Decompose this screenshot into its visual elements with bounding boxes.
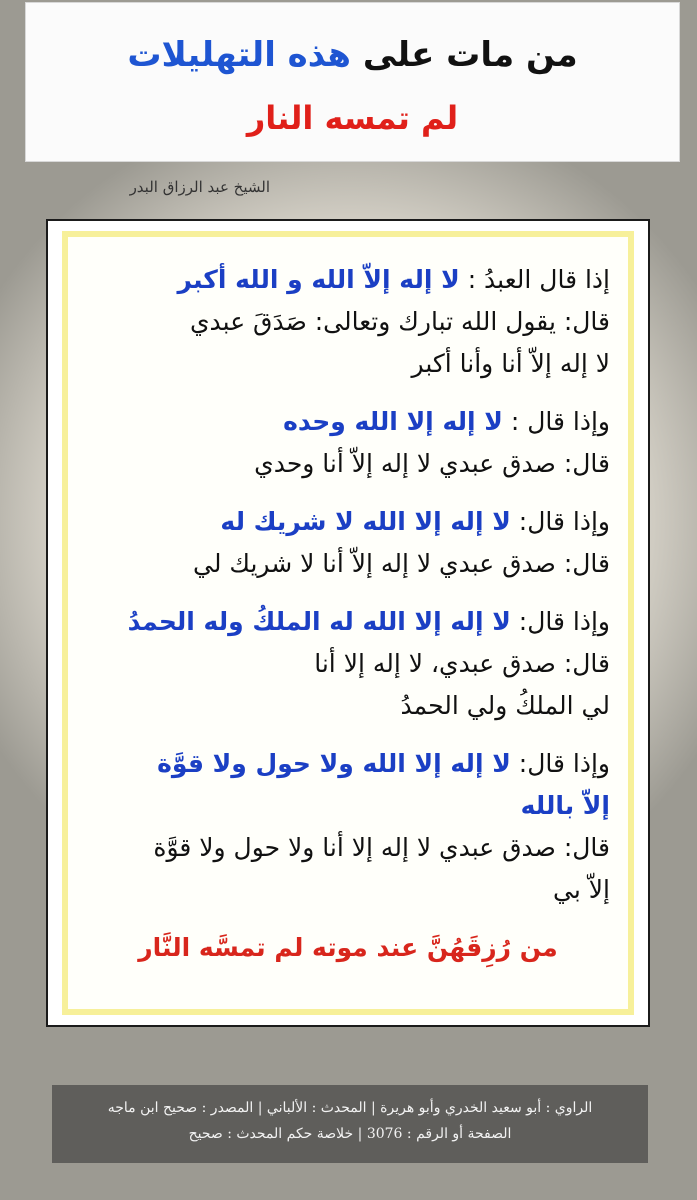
title-box: [25, 2, 680, 162]
content-frame: [46, 219, 650, 1027]
paragraph-3-line: قال: صدق عبدي لا إله إلاّ أنا لا شريك لي: [192, 549, 610, 578]
source-narrator-line: الراوي : أبو سعيد الخدري وأبو هريرة | المحدث : الألباني | المصدر : صحيح ابن ماجه: [107, 1100, 593, 1116]
paragraph-4-prefix: وإذا قال:: [518, 607, 610, 636]
paragraph-2-highlight: لا إله إلا الله وحده: [283, 407, 503, 436]
paragraph-4-line: لي الملكُ ولي الحمدُ: [400, 691, 610, 720]
title-highlight: هذه التهليلات: [127, 35, 351, 75]
paragraph-5-line: قال: صدق عبدي لا إله إلا أنا ولا حول ولا قوَّة: [153, 833, 610, 862]
title-part1: من مات على: [362, 35, 578, 75]
paragraph-5-highlight: لا إله إلا الله ولا حول ولا قوَّة: [157, 749, 511, 778]
paragraph-1-line: قال: يقول الله تبارك وتعالى: صَدَقَ عبدي: [189, 307, 610, 336]
source-ruling-line: الصفحة أو الرقم : 3076 | خلاصة حكم المحدث : صحيح: [188, 1126, 512, 1142]
paragraph-3-prefix: وإذا قال:: [518, 507, 610, 536]
author-credit: الشيخ عبد الرزاق البدر: [129, 178, 270, 196]
paragraph-5-prefix: وإذا قال:: [518, 749, 610, 778]
page-subtitle: لم تمسه النار: [246, 99, 459, 137]
paragraph-5-highlight-continued: إلاّ بالله: [520, 791, 610, 820]
paragraph-3: [86, 501, 610, 585]
paragraph-1-line: لا إله إلاّ أنا وأنا أكبر: [411, 349, 610, 378]
paragraph-4-highlight: لا إله إلا الله له الملكُ وله الحمدُ: [127, 607, 511, 636]
paragraph-1-highlight: لا إله إلاّ الله و الله أكبر: [177, 265, 460, 294]
paragraph-3-highlight: لا إله إلا الله لا شريك له: [220, 507, 511, 536]
page-title: [26, 33, 679, 77]
paragraph-2-line: قال: صدق عبدي لا إله إلاّ أنا وحدي: [254, 449, 610, 478]
paragraph-1-prefix: إذا قال العبدُ :: [467, 265, 610, 294]
paragraph-2: [86, 401, 610, 485]
conclusion: من رُزِقَهُنَّ عند موته لم تمسَّه النَّار: [138, 933, 558, 962]
paragraph-2-prefix: وإذا قال :: [510, 407, 610, 436]
paragraph-5-line: إلاّ بي: [553, 875, 610, 904]
content-inner: [62, 231, 634, 1015]
source-box: [52, 1085, 648, 1163]
paragraph-1: [86, 259, 610, 385]
paragraph-5: [86, 743, 610, 911]
paragraph-4-line: قال: صدق عبدي، لا إله إلا أنا: [314, 649, 610, 678]
paragraph-4: [86, 601, 610, 727]
